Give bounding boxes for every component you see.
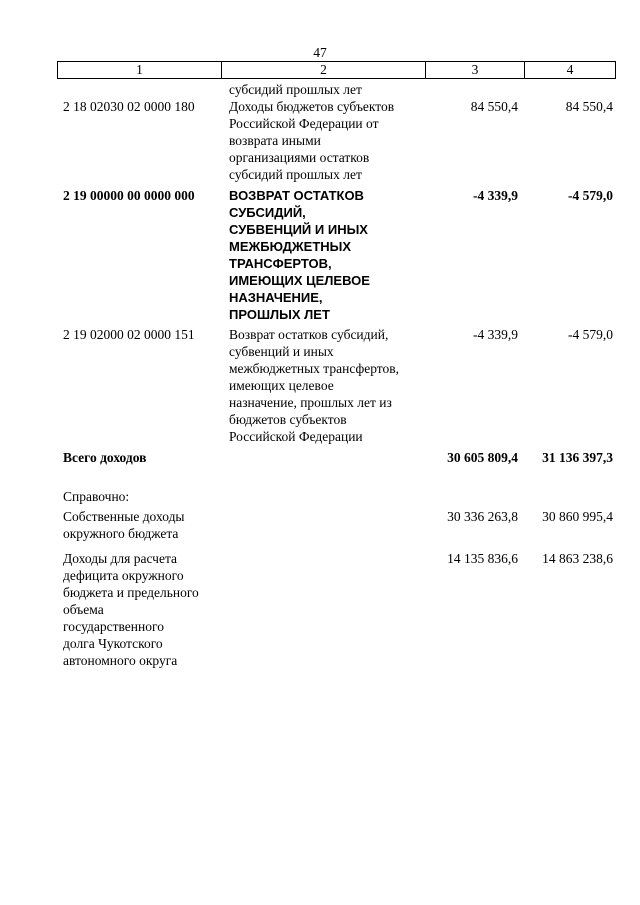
column-header-3: 3	[426, 62, 525, 78]
row-3-name: Возврат остатков субсидий, субвенций и иных межбюджетных трансфертов, имеющих целевое назначение, прошлых лет из бюджетов субъектов Российской Федерации	[229, 327, 400, 444]
deficit-calc-label: Доходы для расчета дефицита окружного бюджета и предельного объема государственного долга Чукотского автономного округа	[63, 551, 199, 668]
own-revenue-value-3: 30 336 263,8	[447, 509, 518, 524]
total-value-3: 30 605 809,4	[447, 450, 518, 465]
total-label: Всего доходов	[63, 450, 147, 465]
row-1-value-4: 84 550,4	[565, 99, 613, 114]
carry-over-text: субсидий прошлых лет	[229, 82, 362, 97]
page-number: 47	[313, 45, 327, 60]
row-1-code: 2 18 02030 02 0000 180	[63, 99, 195, 114]
deficit-calc-value-4: 14 863 238,6	[542, 551, 613, 566]
total-value-4: 31 136 397,3	[542, 450, 613, 465]
row-1-value-3: 84 550,4	[470, 99, 518, 114]
row-2-code: 2 19 00000 00 0000 000	[63, 188, 195, 203]
column-header-1: 1	[58, 62, 222, 78]
own-revenue-label: Собственные доходы окружного бюджета	[63, 509, 185, 541]
row-2-name: ВОЗВРАТ ОСТАТКОВ СУБСИДИЙ, СУБВЕНЦИЙ И ИНЫХ МЕЖБЮДЖЕТНЫХ ТРАНСФЕРТОВ, ИМЕЮЩИХ ЦЕЛЕВОЕ НАЗНАЧЕНИЕ, ПРОШЛЫХ ЛЕТ	[229, 188, 370, 322]
reference-title: Справочно:	[63, 489, 130, 504]
deficit-calc-value-3: 14 135 836,6	[447, 551, 518, 566]
row-3-code: 2 19 02000 02 0000 151	[63, 327, 195, 342]
column-header-2: 2	[222, 62, 426, 78]
own-revenue-value-4: 30 860 995,4	[542, 509, 613, 524]
row-2-value-3: -4 339,9	[473, 188, 518, 203]
table-header	[57, 61, 616, 79]
row-3-value-3: -4 339,9	[473, 327, 518, 342]
row-1-name: Доходы бюджетов субъектов Российской Федерации от возврата иными организациями остатков субсидий прошлых лет	[229, 99, 395, 182]
row-2-value-4: -4 579,0	[568, 188, 613, 203]
column-header-4: 4	[566, 62, 574, 77]
row-3-value-4: -4 579,0	[568, 327, 613, 342]
